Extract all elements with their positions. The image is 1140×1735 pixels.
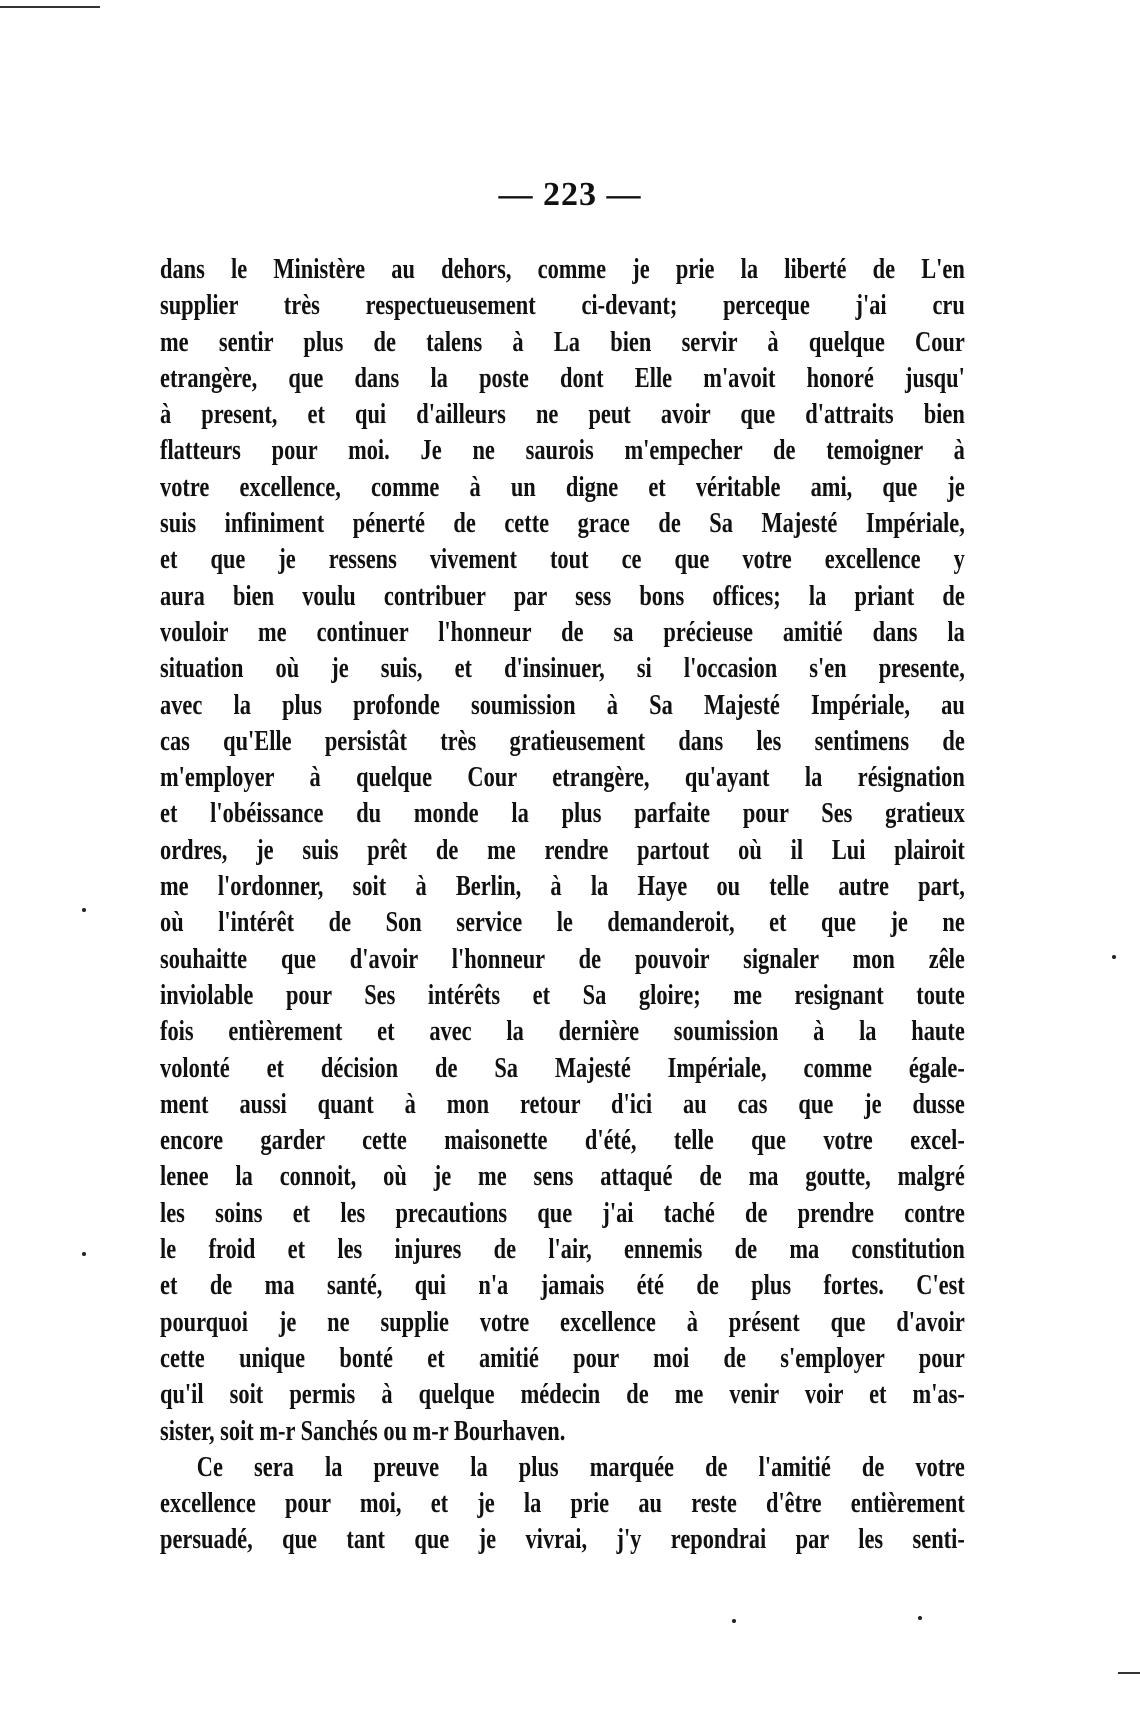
margin-speck xyxy=(1112,955,1116,959)
text-line: ordres, je suis prêt de me rendre partout où il Lui plairoit xyxy=(160,834,965,866)
text-line: Ce sera la preuve la plus marquée de l'amitié de votre xyxy=(196,1451,965,1483)
text-line: me l'ordonner, soit à Berlin, à la Haye ou telle autre part, xyxy=(160,871,965,903)
text-line: le froid et les injures de l'air, ennemis de ma constitution xyxy=(160,1234,965,1266)
text-line: encore garder cette maisonette d'été, telle que votre excel- xyxy=(160,1125,965,1157)
text-line: et de ma santé, qui n'a jamais été de plus fortes. C'est xyxy=(160,1270,965,1302)
text-line: flatteurs pour moi. Je ne saurois m'empecher de temoigner à xyxy=(160,435,965,467)
text-line: pourquoi je ne supplie votre excellence à présent que d'avoir xyxy=(160,1306,965,1338)
body-text xyxy=(160,252,965,1559)
text-line: fois entièrement et avec la dernière soumission à la haute xyxy=(160,1016,965,1048)
text-line: ment aussi quant à mon retour d'ici au cas que je dusse xyxy=(160,1088,965,1120)
text-line: lenee la connoit, où je me sens attaqué de ma goutte, malgré xyxy=(160,1161,965,1193)
text-line: inviolable pour Ses intérêts et Sa gloire; me resignant toute xyxy=(160,979,965,1011)
text-line: aura bien voulu contribuer par sess bons offices; la priant de xyxy=(160,580,965,612)
text-line: situation où je suis, et d'insinuer, si l'occasion s'en presente, xyxy=(160,653,965,685)
text-line: avec la plus profonde soumission à Sa Majesté Impériale, au xyxy=(160,689,965,721)
text-line: suis infiniment pénerté de cette grace de Sa Majesté Impériale, xyxy=(160,508,965,540)
margin-speck xyxy=(82,908,86,912)
right-edge-dash xyxy=(1118,1672,1140,1674)
text-line: cas qu'Elle persistât très gratieusement dans les sentimens de xyxy=(160,725,965,757)
text-line: persuadé, que tant que je vivrai, j'y repondrai par les senti- xyxy=(160,1524,965,1556)
margin-speck xyxy=(82,1252,86,1256)
text-line: supplier très respectueusement ci-devant; perceque j'ai cru xyxy=(160,290,965,322)
text-line: volonté et décision de Sa Majesté Impériale, comme égale- xyxy=(160,1052,965,1084)
text-line: où l'intérêt de Son service le demanderoit, et que je ne xyxy=(160,907,965,939)
page-number: — 223 — xyxy=(498,176,642,213)
top-edge-rule xyxy=(0,6,100,8)
text-line: m'employer à quelque Cour etrangère, qu'ayant la résignation xyxy=(160,762,965,794)
text-line: vouloir me continuer l'honneur de sa précieuse amitié dans la xyxy=(160,616,965,648)
margin-speck xyxy=(732,1619,736,1623)
text-line: excellence pour moi, et je la prie au reste d'être entièrement xyxy=(160,1488,965,1520)
text-line: à present, et qui d'ailleurs ne peut avoir que d'attraits bien xyxy=(160,399,965,431)
text-line: qu'il soit permis à quelque médecin de me venir voir et m'as- xyxy=(160,1379,965,1411)
text-line: dans le Ministère au dehors, comme je prie la liberté de L'en xyxy=(160,254,965,285)
text-line: et que je ressens vivement tout ce que votre excellence y xyxy=(160,544,965,576)
text-line: cette unique bonté et amitié pour moi de s'employer pour xyxy=(160,1342,965,1374)
text-line: et l'obéissance du monde la plus parfaite pour Ses gratieux xyxy=(160,798,965,830)
text-line: etrangère, que dans la poste dont Elle m'avoit honoré jusqu' xyxy=(160,362,965,394)
margin-speck xyxy=(918,1616,922,1620)
text-line: sister, soit m-r Sanchés ou m-r Bourhaven. xyxy=(160,1415,566,1447)
text-line: souhaitte que d'avoir l'honneur de pouvoir signaler mon zêle xyxy=(160,943,965,975)
text-line: me sentir plus de talens à La bien servir à quelque Cour xyxy=(160,326,965,358)
text-line: les soins et les precautions que j'ai taché de prendre contre xyxy=(160,1197,965,1229)
text-line: votre excellence, comme à un digne et véritable ami, que je xyxy=(160,471,965,503)
